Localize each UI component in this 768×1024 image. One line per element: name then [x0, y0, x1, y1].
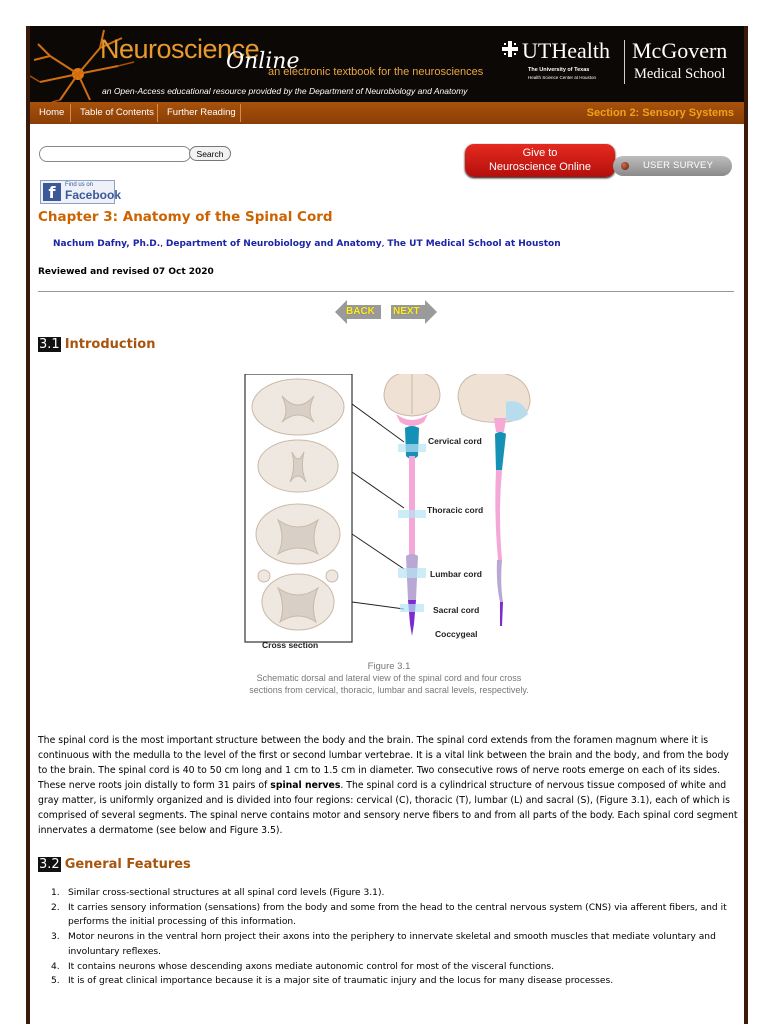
list-item-number: 4. [51, 961, 60, 972]
list-item [38, 974, 738, 989]
ut-subtitle-1: The University of Texas [528, 67, 590, 73]
section-number: 3.2 [39, 857, 60, 872]
survey-label: USER SURVEY [643, 160, 714, 171]
give-to-neuroscience-online-button[interactable] [465, 144, 615, 177]
mcgovern-text: McGovern [632, 38, 728, 63]
uthealth-cross-icon [502, 41, 518, 57]
left-border [26, 26, 30, 1024]
list-item-text: It carries sensory information (sensations) from the body and some from the head to the central nervous system (CNS) via afferent fibers, and it performs the initial processing of this information. [68, 902, 727, 928]
cross-section-cervical [252, 379, 344, 435]
facebook-find-us: Find us on [65, 182, 94, 188]
general-features-list [38, 886, 738, 989]
logo-subtitle: an Open-Access educational resource provided by the Department of Neurobiology and Anatomy [102, 86, 468, 96]
nav-table-of-contents-link[interactable]: Table of Contents [80, 107, 154, 118]
figure-caption-text: Schematic dorsal and lateral view of the spinal cord and four cross sections from cervical, thoracic, lumbar and sacral levels, respectively. [249, 673, 529, 695]
author-line: Nachum Dafny, Ph.D., Department of Neurobiology and Anatomy, The UT Medical School at Houston [53, 239, 561, 249]
cross-section-thoracic [258, 440, 338, 492]
site-header [30, 26, 744, 102]
section-label: Section 2: Sensory Systems [586, 107, 734, 119]
search-button[interactable]: Search [189, 146, 231, 161]
list-item-number: 2. [51, 902, 60, 913]
user-survey-button[interactable] [613, 156, 732, 176]
next-label: NEXT [393, 306, 420, 317]
search-input[interactable] [39, 146, 191, 162]
list-item-number: 1. [51, 888, 60, 898]
ut-subtitle-2: Health Science Center at Houston [528, 75, 597, 80]
figure-3-1[interactable] [244, 374, 534, 652]
label-cross-section: Cross section [262, 640, 319, 650]
list-item-text: Motor neurons in the ventral horn project their axons into the periphery to innervate skeletal and smooth muscles that mediate voluntary and involuntary reflexes. [68, 932, 716, 957]
introduction-paragraph [38, 733, 738, 838]
list-item [38, 901, 738, 930]
intro-text-2: . The spinal cord is a cylindrical structure of nervous tissue composed of white and gray matter, is uniformly organized and is divided into four regions: cervical (C), thoracic (T), lumbar (L) and sacral (S), (Figure 3.1), each of which is comprised of several segments. The spinal nerve contains motor and sensory nerve fibers to and from all parts of the body. Each spinal cord segment innervates a dermatome (see below and Figure 3.5). [38, 780, 738, 836]
school-link[interactable]: The UT Medical School at Houston [387, 239, 561, 249]
reviewed-date: Reviewed and revised 07 Oct 2020 [38, 267, 214, 277]
list-item [38, 930, 738, 959]
nav-home-link[interactable]: Home [39, 107, 65, 118]
section-heading-introduction [38, 337, 155, 352]
nav-separator [240, 104, 241, 122]
section-heading-general-features [38, 857, 191, 872]
intro-text-1: The spinal cord is the most important structure between the body and the brain. The spinal cord extends from the foramen magnum where it is continuous with the medulla to the level of the first or second lumbar vertebrae. It is a vital link between the brain and the body, and from the body to the brain. The spinal cord is 40 to 50 cm long and 1 cm to 1.5 cm in diameter. Two consecutive rows of nerve roots emerge on each of its sides. These nerve roots join distally to form 31 pairs of [38, 735, 729, 791]
medical-school-text: Medical School [634, 66, 726, 82]
list-item-text: Similar cross-sectional structures at all spinal cord levels (Figure 3.1). [68, 888, 385, 898]
figure-caption-title: Figure 3.1 [367, 661, 411, 672]
spinal-cord-diagram [244, 374, 534, 652]
give-line-1: Give to [522, 147, 558, 159]
survey-dot-icon [621, 162, 629, 170]
uthealth-text: UTHealth [522, 38, 610, 63]
cross-section-lumbar [256, 504, 340, 564]
facebook-icon: f [43, 183, 61, 201]
divider [38, 291, 734, 292]
next-button[interactable] [389, 300, 437, 324]
nav-further-reading-link[interactable]: Further Reading [167, 107, 236, 118]
label-coccygeal: Coccygeal [435, 629, 478, 639]
list-item-text: It is of great clinical importance because it is a major site of traumatic injury and the locus for many disease processes. [68, 976, 614, 987]
department-link[interactable]: Department of Neurobiology and Anatomy [165, 239, 382, 249]
nav-separator [70, 104, 71, 122]
intro-bold-term: spinal nerves [270, 780, 341, 791]
back-button[interactable] [335, 300, 383, 324]
label-cervical-cord: Cervical cord [428, 436, 482, 446]
uthealth-mcgovern-logo[interactable] [502, 38, 742, 90]
label-lumbar-cord: Lumbar cord [430, 569, 482, 579]
author-link[interactable]: Nachum Dafny, Ph.D. [53, 239, 161, 249]
list-item [38, 886, 738, 901]
logo-divider [624, 40, 625, 84]
facebook-label: Facebook [65, 188, 122, 202]
logo-tagline: an electronic textbook for the neurosciences [268, 66, 484, 78]
give-line-2: Neuroscience Online [488, 161, 592, 173]
section-title: Introduction [64, 337, 156, 352]
section-title: General Features [64, 857, 191, 872]
logo-online-text: Online [226, 49, 300, 74]
list-item-text: It contains neurons whose descending axons mediate autonomic control for most of the visceral functions. [68, 961, 555, 972]
right-border [744, 26, 748, 1024]
facebook-button[interactable] [40, 180, 122, 204]
list-item [38, 960, 738, 975]
back-label: BACK [346, 306, 375, 317]
list-item-number: 3. [51, 932, 60, 943]
list-item-number: 5. [51, 976, 60, 987]
site-logo[interactable] [30, 26, 530, 102]
section-number: 3.1 [39, 337, 60, 352]
label-sacral-cord: Sacral cord [433, 605, 480, 615]
page-title: Chapter 3: Anatomy of the Spinal Cord [38, 209, 333, 225]
label-thoracic-cord: Thoracic cord [427, 505, 484, 515]
logo-neuroscience-text: Neuroscience [100, 34, 260, 64]
nav-bar [30, 102, 744, 124]
nav-separator [157, 104, 158, 122]
